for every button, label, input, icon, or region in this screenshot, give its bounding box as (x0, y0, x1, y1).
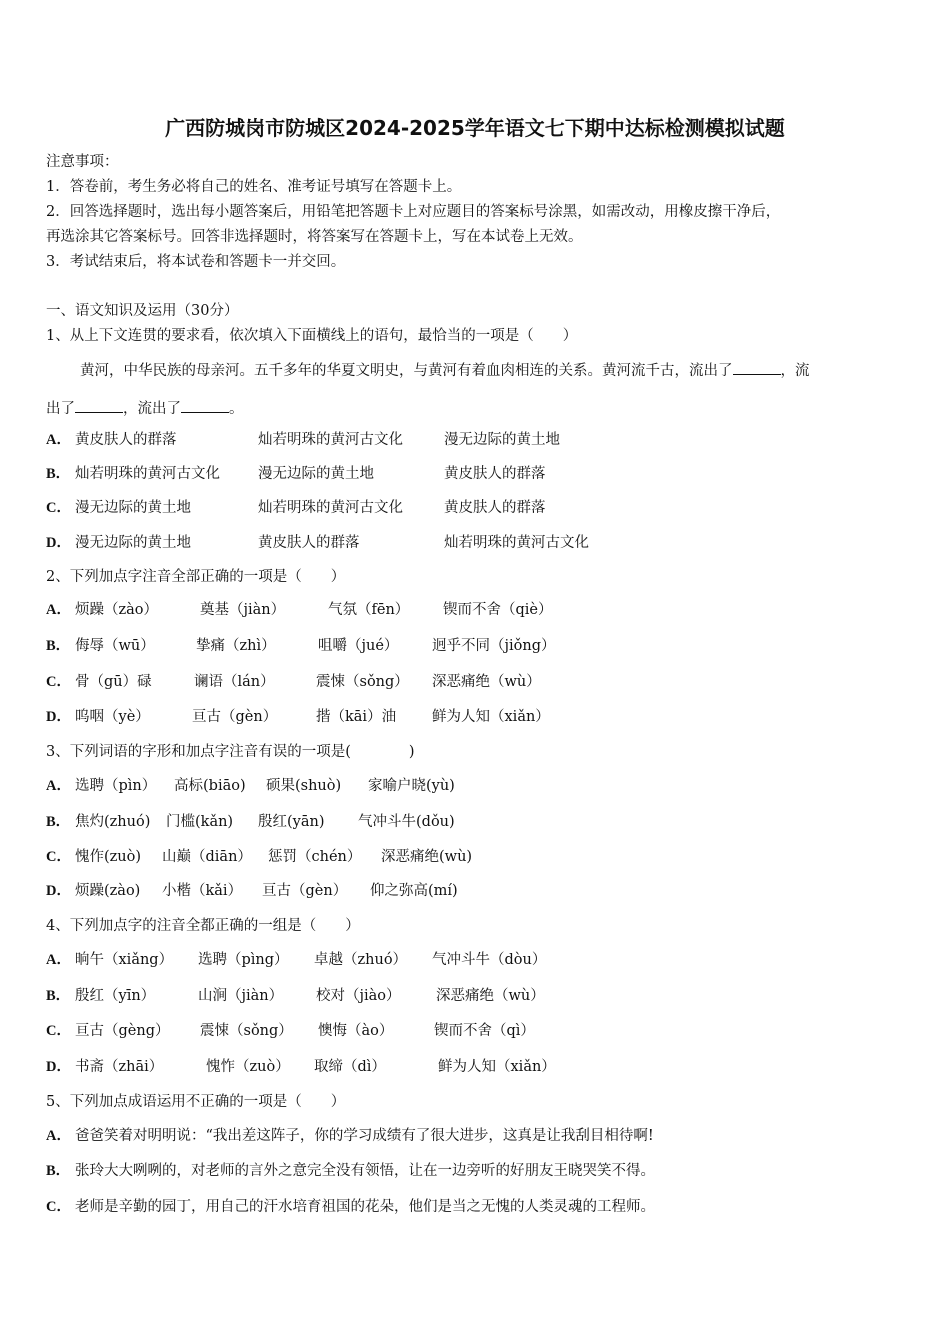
option-part: 灿若明珠的黄河古文化 (258, 500, 403, 516)
option-label: D． (46, 883, 71, 899)
option-label: B． (46, 988, 71, 1004)
option-part: 揩（kāi）油 (316, 709, 397, 725)
option-part: 迥乎不同（jiǒng） (432, 638, 556, 654)
option-label: A． (46, 952, 71, 968)
option-part: 亘古（gèn） (262, 883, 348, 899)
option-part: 黄皮肤人的群落 (258, 535, 360, 551)
option-label: A． (46, 778, 71, 794)
option-part: 殷红(yān) (258, 814, 325, 830)
option-part: 气冲斗牛(dǒu) (358, 814, 455, 830)
passage-text: ，流出了 (123, 401, 181, 417)
option-label: C． (46, 849, 71, 865)
option-text: 爸爸笑着对明明说：“我出差这阵子，你的学习成绩有了很大进步，这真是让我刮目相待啊! (75, 1128, 654, 1144)
option-part: 气氛（fēn） (328, 602, 410, 618)
option-label: B． (46, 466, 71, 482)
option-part: 震悚（sǒng） (200, 1023, 293, 1039)
option-part: 奠基（jiàn） (200, 602, 286, 618)
section-heading: 一、语文知识及运用（30分） (46, 303, 239, 319)
passage-text: 出了 (46, 401, 75, 417)
option-part: 鲜为人知（xiǎn） (432, 709, 550, 725)
option-part: 选聘（pìn） (75, 778, 157, 794)
option-part: 懊悔（ào） (318, 1023, 394, 1039)
option-part: 晌午（xiǎng） (75, 952, 174, 968)
option-part: 深恶痛绝（wù） (436, 988, 545, 1004)
option-part: 漫无边际的黄土地 (444, 432, 560, 448)
notice-item: 1．答卷前，考生务必将自己的姓名、准考证号填写在答题卡上。 (46, 179, 462, 195)
question-stem: 1、从上下文连贯的要求看，依次填入下面横线上的语句，最恰当的一项是（ ） (46, 328, 578, 344)
option-part: 黄皮肤人的群落 (444, 466, 546, 482)
option-part: 漫无边际的黄土地 (258, 466, 374, 482)
option-part: 殷红（yīn） (75, 988, 156, 1004)
option-part: 亘古（gèng） (75, 1023, 170, 1039)
option-label: C． (46, 500, 71, 516)
option-label: C． (46, 1023, 71, 1039)
option-part: 锲而不舍（qiè） (443, 602, 553, 618)
option-part: 深恶痛绝(wù) (381, 849, 473, 865)
notice-item: 再选涂其它答案标号。回答非选择题时，将答案写在答题卡上，写在本试卷上无效。 (46, 229, 583, 245)
option-part: 灿若明珠的黄河古文化 (258, 432, 403, 448)
option-part: 侮辱（wū） (75, 638, 155, 654)
option-label: D． (46, 535, 71, 551)
option-part: 灿若明珠的黄河古文化 (444, 535, 589, 551)
question-stem: 4、下列加点字的注音全都正确的一组是（ ） (46, 918, 360, 934)
option-part: 愧怍（zuò） (206, 1059, 290, 1075)
option-part: 深恶痛绝（wù） (432, 674, 541, 690)
passage-text: ，流 (780, 363, 810, 379)
option-part: 鲜为人知（xiǎn） (438, 1059, 556, 1075)
fill-blank (181, 398, 229, 413)
passage-text: 。 (229, 401, 244, 417)
option-part: 漫无边际的黄土地 (75, 535, 191, 551)
option-part: 山涧（jiàn） (198, 988, 284, 1004)
option-label: B． (46, 1163, 71, 1179)
option-part: 仰之弥高(mí) (370, 883, 458, 899)
passage-line (80, 360, 810, 381)
option-part: 高标(biāo) (174, 778, 246, 794)
option-part: 取缔（dì） (314, 1059, 386, 1075)
notice-heading: 注意事项： (46, 154, 119, 170)
option-part: 家喻户晓(yù) (368, 778, 455, 794)
notice-item: 2．回答选择题时，选出每小题答案后，用铅笔把答题卡上对应题目的答案标号涂黑，如需改动，用橡皮擦干净后， (46, 204, 781, 220)
option-label: A． (46, 602, 71, 618)
option-part: 骨（gū）碌 (75, 674, 152, 690)
option-text: 张玲大大咧咧的，对老师的言外之意完全没有领悟，让在一边旁听的好朋友王晓哭笑不得。 (75, 1163, 655, 1179)
option-part: 卓越（zhuó） (314, 952, 408, 968)
page-title: 广西防城岗市防城区2024-2025学年语文七下期中达标检测模拟试题 (165, 116, 785, 140)
option-part: 门槛(kǎn) (166, 814, 234, 830)
fill-blank (733, 360, 781, 375)
option-label: B． (46, 814, 71, 830)
passage-line (46, 398, 244, 419)
option-label: C． (46, 1199, 71, 1215)
option-part: 挚痛（zhì） (196, 638, 276, 654)
option-label: A． (46, 1128, 71, 1144)
option-part: 山巅（diān） (162, 849, 252, 865)
option-part: 烦躁（zào） (75, 602, 159, 618)
option-part: 焦灼(zhuó) (75, 814, 151, 830)
option-part: 漫无边际的黄土地 (75, 500, 191, 516)
notice-item: 3．考试结束后，将本试卷和答题卡一并交回。 (46, 254, 346, 270)
question-stem: 2、下列加点字注音全部正确的一项是（ ） (46, 569, 346, 585)
option-part: 书斋（zhāi） (75, 1059, 164, 1075)
option-label: D． (46, 709, 71, 725)
option-part: 黄皮肤人的群落 (75, 432, 177, 448)
option-part: 校对（jiào） (316, 988, 401, 1004)
option-part: 震悚（sǒng） (316, 674, 409, 690)
option-part: 黄皮肤人的群落 (444, 500, 546, 516)
option-label: A． (46, 432, 71, 448)
option-part: 惩罚（chén） (268, 849, 362, 865)
option-part: 呜咽（yè） (75, 709, 150, 725)
option-part: 气冲斗牛（dòu） (432, 952, 547, 968)
option-part: 亘古（gèn） (192, 709, 278, 725)
option-part: 咀嚼（jué） (318, 638, 399, 654)
option-part: 烦躁(zào) (75, 883, 141, 899)
option-label: B． (46, 638, 71, 654)
question-stem: 3、下列词语的字形和加点字注音有误的一项是( ) (46, 744, 415, 760)
option-text: 老师是辛勤的园丁，用自己的汗水培育祖国的花朵，他们是当之无愧的人类灵魂的工程师。 (75, 1199, 655, 1215)
option-label: C． (46, 674, 71, 690)
option-label: D． (46, 1059, 71, 1075)
option-part: 谰语（lán） (194, 674, 275, 690)
option-part: 灿若明珠的黄河古文化 (75, 466, 220, 482)
option-part: 硕果(shuò) (266, 778, 342, 794)
option-part: 小楷（kǎi） (162, 883, 243, 899)
passage-text: 黄河，中华民族的母亲河。五千多年的华夏文明史，与黄河有着血肉相连的关系。黄河流千古，流出了 (80, 363, 733, 379)
option-part: 愧作(zuò) (75, 849, 142, 865)
question-stem: 5、下列加点成语运用不正确的一项是（ ） (46, 1094, 346, 1110)
option-part: 锲而不舍（qì） (434, 1023, 535, 1039)
option-part: 选聘（pìng） (198, 952, 289, 968)
fill-blank (75, 398, 123, 413)
